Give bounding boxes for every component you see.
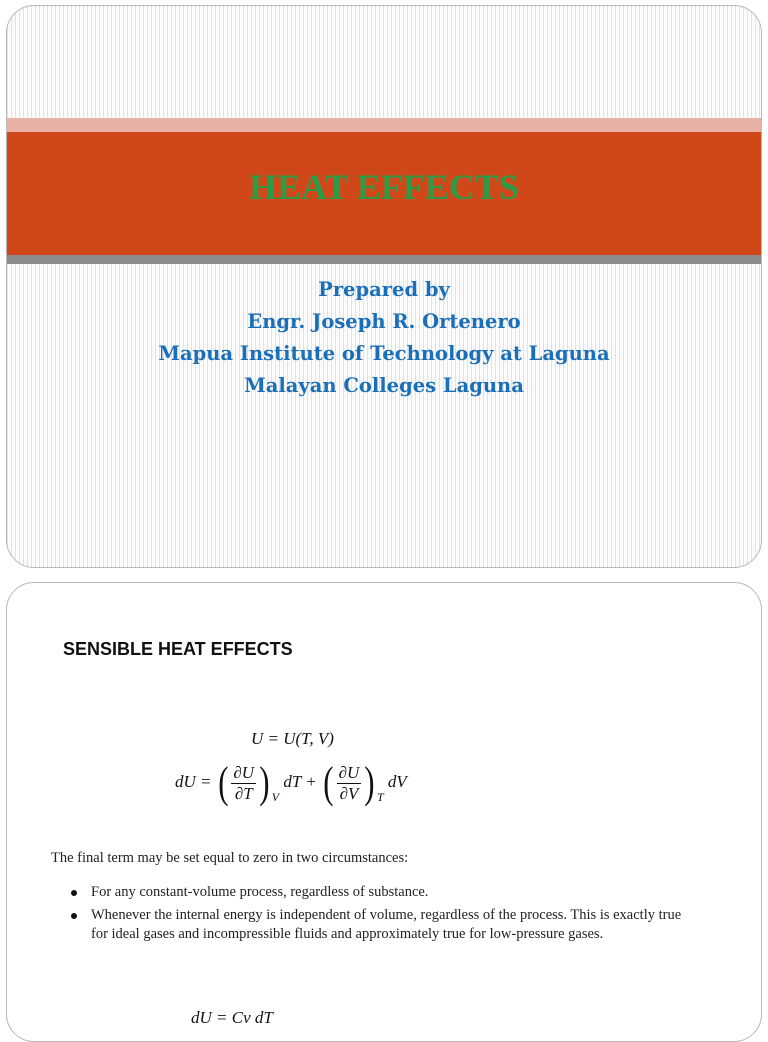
bullet-icon: [71, 890, 77, 896]
eq2-lhs: dU =: [175, 771, 212, 791]
credit-line-author: Engr. Joseph R. Ortenero: [247, 310, 521, 333]
bullet-icon: [71, 913, 77, 919]
left-paren: (: [217, 758, 229, 807]
subscript-V: V: [271, 789, 280, 804]
section-heading: SENSIBLE HEAT EFFECTS: [63, 639, 293, 659]
fraction-numerator: ∂U: [338, 762, 360, 782]
credit-line-college: Malayan Colleges Laguna: [244, 374, 524, 397]
list-item: [69, 906, 699, 944]
right-paren: ): [259, 758, 270, 807]
eq2-dV-term: dV: [387, 771, 407, 791]
right-paren: ): [364, 758, 375, 807]
eq2-dT-term: dT +: [283, 771, 317, 791]
fraction-denominator: ∂T: [234, 783, 253, 803]
title-slide: [6, 5, 762, 568]
bullet-text: For any constant-volume process, regardless of substance.: [91, 884, 429, 900]
accent-band-top: [7, 118, 761, 132]
fraction-denominator: ∂V: [339, 783, 359, 803]
slide-title: HEAT EFFECTS: [249, 167, 519, 207]
credit-line-institute: Mapua Institute of Technology at Laguna: [158, 342, 610, 365]
content-slide: [6, 582, 762, 1042]
bullet-list: [69, 883, 699, 948]
accent-band-bottom: [7, 255, 761, 264]
credits-block: [7, 274, 761, 402]
partial-derivative-T: [231, 763, 256, 804]
equation-du-cv-dt: dU = Cv dT: [191, 1008, 273, 1027]
equation-internal-energy: U = U(T, V): [251, 729, 334, 748]
equation-total-differential: [175, 758, 407, 811]
partial-derivative-V: [337, 763, 362, 804]
subscript-T: T: [376, 789, 384, 804]
fraction-numerator: ∂U: [233, 762, 255, 782]
body-paragraph: The final term may be set equal to zero in two circumstances:: [51, 850, 409, 866]
left-paren: (: [323, 758, 334, 807]
bullet-text: Whenever the internal energy is independent of volume, regardless of the process. This is exactly true for ideal gases and incompressible fluids and approximately true for low-pressure gases.: [91, 907, 682, 942]
list-item: [69, 883, 699, 902]
credit-line-prepared-by: Prepared by: [318, 278, 450, 301]
